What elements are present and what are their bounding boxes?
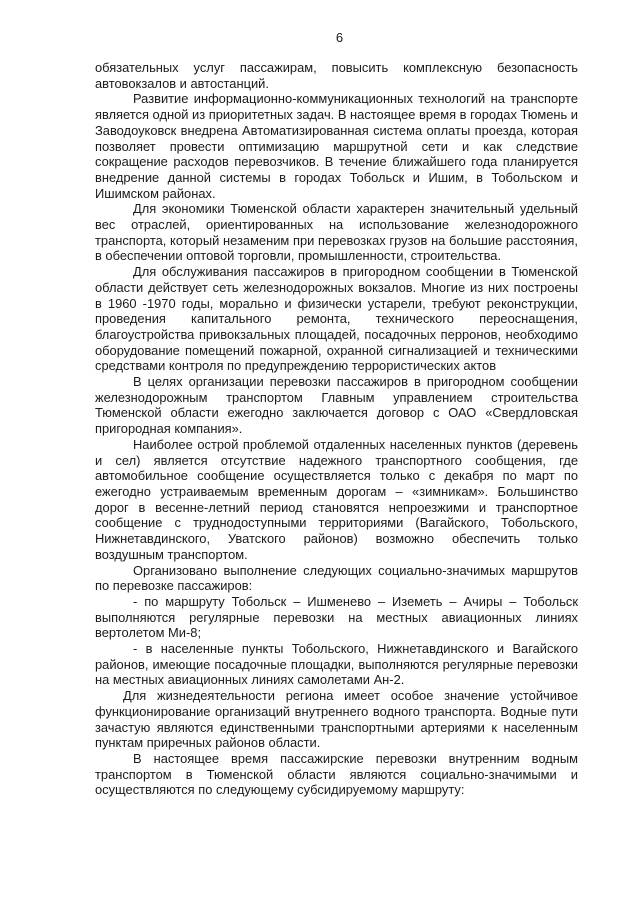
list-item: - по маршруту Тобольск – Ишменево – Иземеть – Ачиры – Тобольск выполняются регулярные перевозки на местных авиационных линиях вертолетом Ми-8; [95, 593, 578, 641]
paragraph: В настоящее время пассажирские перевозки внутренним водным транспортом в Тюменской области являются социально-значимыми и осуществляются по следующему субсидируемому маршруту: [95, 750, 578, 798]
page-number: 6 [335, 30, 344, 45]
list-item: - в населенные пункты Тобольского, Нижнетавдинского и Вагайского районов, имеющие посадочные площадки, выполняются регулярные перевозки на местных авиационных линиях самолетами Ан-2. [95, 641, 578, 688]
paragraph: Для жизнедеятельности региона имеет особое значение устойчивое функционирование организаций внутреннего водного транспорта. Водные пути зачастую являются единственными транспортными артериями к населенным пунктам приречных районов области. [95, 688, 578, 751]
paragraph: Для обслуживания пассажиров в пригородном сообщении в Тюменской области действует сеть железнодорожных вокзалов. Многие из них построены в 1960 -1970 годы, морально и физически устарели, требуют реконструкции, проведения капитального ремонта, технического переоснащения, благоустройства привокзальных площадей, посадочных перронов, необходимо оборудование помещений пожарной, охранной сигнализацией и техническими средствами контроля по предупреждению террористических актов [95, 264, 578, 374]
body-text [95, 60, 578, 798]
paragraph: Наиболее острой проблемой отдаленных населенных пунктов (деревень и сел) является отсутствие надежного транспортного сообщения, где автомобильное сообщение осуществляется только с декабря по март по ежегодно устраиваемым временным дорогам – «зимникам». Большинство дорог в весенне-летний период становятся непроезжими и транспортное сообщение с труднодоступными территориями (Вагайского, Тобольского, Нижнетавдинского, Уватского районов) возможно обеспечить только воздушным транспортом. [95, 436, 578, 562]
paragraph: В целях организации перевозки пассажиров в пригородном сообщении железнодорожным транспортом Главным управлением строительства Тюменской области ежегодно заключается договор с ОАО «Свердловская пригородная компания». [95, 374, 578, 437]
paragraph: обязательных услуг пассажирам, повысить комплексную безопасность автовокзалов и автостанций. [95, 60, 578, 91]
paragraph: Организовано выполнение следующих социально-значимых маршрутов по перевозке пассажиров: [95, 562, 578, 594]
paragraph: Развитие информационно-коммуникационных технологий на транспорте является одной из приоритетных задач. В настоящее время в городах Тюмень и Заводоуковск внедрена Автоматизированная система оплаты проезда, которая позволяет провести оптимизацию маршрутной сети и как следствие сокращение расходов перевозчиков. В течение ближайшего года планируется внедрение данной системы в городах Тобольск и Ишим, в Тобольском и Ишимском районах. [95, 91, 578, 201]
paragraph: Для экономики Тюменской области характерен значительный удельный вес отраслей, ориентированных на использование железнодорожного транспорта, который незаменим при перевозках грузов на большие расстояния, в обеспечении оптовой торговли, промышленности, строительства. [95, 201, 578, 264]
